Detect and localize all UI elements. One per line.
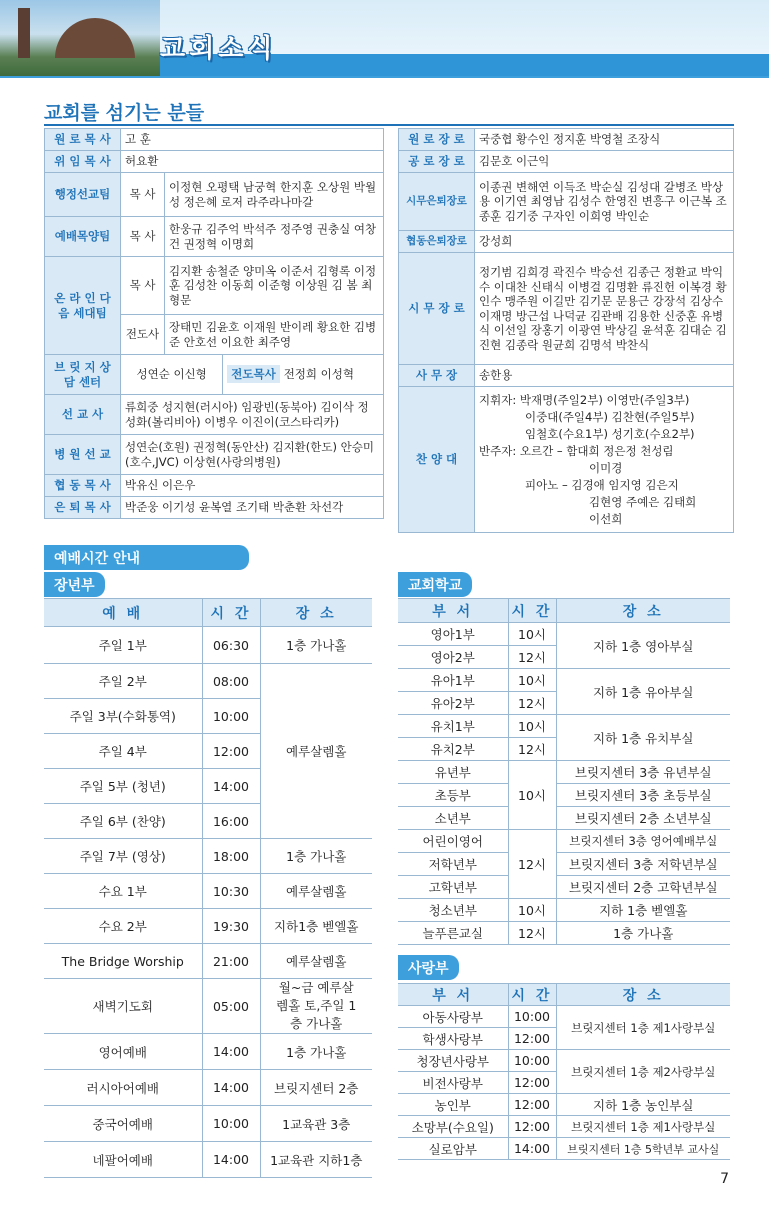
cell-time: 14:00 xyxy=(202,1142,260,1178)
cell-time: 12:00 xyxy=(508,1094,556,1116)
row-label: 온 라 인 다음 세대팀 xyxy=(45,257,121,355)
row-value: 허요환 xyxy=(121,151,384,173)
row-sub xyxy=(223,355,384,395)
cell-place: 브릿지센터 2층 xyxy=(260,1070,372,1106)
cell-time: 10:00 xyxy=(508,1006,556,1028)
sub-label: 전도목사 xyxy=(227,365,279,383)
choir-line: 반주자: 오르간 – 함대희 정은정 천성림 xyxy=(479,443,674,458)
cell-time: 18:00 xyxy=(202,839,260,874)
row-role: 목 사 xyxy=(121,173,165,217)
church-tower-image xyxy=(18,8,30,58)
sub-value: 전정희 이성혁 xyxy=(283,367,355,382)
choir-lines xyxy=(475,387,734,533)
col-header: 장 소 xyxy=(556,984,730,1006)
cell-name: 주일 2부 xyxy=(44,664,202,699)
row-value: 국중협 황수인 정지훈 박영철 조장식 xyxy=(475,129,734,151)
worship-section-label: 예배시간 안내 xyxy=(44,545,249,570)
cell-name: 네팔어예배 xyxy=(44,1142,202,1178)
row-value: 박준웅 이기성 윤복열 조기태 박춘환 차선각 xyxy=(121,497,384,519)
cell-time: 14:00 xyxy=(508,1138,556,1160)
row-value: 김지환 송철준 양미옥 이준서 김형록 이정훈 김성찬 이동희 이준형 이상원 김 봄 최형문 xyxy=(165,257,384,315)
row-value: 장태민 김윤호 이재원 반이레 황요한 김병준 안호선 이요한 최주영 xyxy=(165,315,384,355)
table-row xyxy=(44,664,372,699)
cell-dept: 영아2부 xyxy=(398,646,508,669)
cell-name: The Bridge Worship xyxy=(44,944,202,979)
cell-time: 16:00 xyxy=(202,804,260,839)
row-value: 류희중 성지현(러시아) 임광빈(동북아) 김이삭 정성화(볼리비아) 이병우 이진이(코스타리카) xyxy=(121,395,384,435)
row-label: 행정선교팀 xyxy=(45,173,121,217)
row-value: 정기범 김희경 곽진수 박승선 김종근 정환교 박익수 이대찬 신태식 이병걸 김명환 류진헌 이복경 황인수 맹주원 이길만 김기문 문용근 강장석 김상수 이재명 방근섭 나덕균 김관배 김용한 신중훈 유병식 이선일 장홍기 이광연 박상길 윤석훈 김대순 김진현 김종락 원균희 김명석 박찬식 xyxy=(475,253,734,365)
table-row xyxy=(44,944,372,979)
cell-place: 브릿지센터 3층 저학년부실 xyxy=(556,853,730,876)
col-header: 예 배 xyxy=(44,599,202,627)
row-value: 박유신 이은우 xyxy=(121,475,384,497)
cell-name: 수요 2부 xyxy=(44,909,202,944)
cell-place: 브릿지센터 2층 고학년부실 xyxy=(556,876,730,899)
choir-line: 이선희 xyxy=(589,511,623,526)
cell-time: 14:00 xyxy=(202,769,260,804)
cell-dept: 유아1부 xyxy=(398,669,508,692)
cell-name: 새벽기도회 xyxy=(44,979,202,1034)
col-header: 장 소 xyxy=(556,599,730,623)
table-row xyxy=(44,839,372,874)
cell-time: 10:00 xyxy=(202,1106,260,1142)
cell-dept: 청소년부 xyxy=(398,899,508,922)
cell-time: 06:30 xyxy=(202,627,260,664)
cell-dept: 비전사랑부 xyxy=(398,1072,508,1094)
cell-time: 19:30 xyxy=(202,909,260,944)
cell-place: 브릿지센터 1층 제2사랑부실 xyxy=(556,1050,730,1094)
cell-time: 12:00 xyxy=(508,1072,556,1094)
choir-line: 임철호(수요1부) 성기호(수요2부) xyxy=(525,426,695,441)
col-header: 시 간 xyxy=(202,599,260,627)
cell-dept: 소년부 xyxy=(398,807,508,830)
page-number: 7 xyxy=(720,1171,729,1187)
cell-place: 지하 1층 영아부실 xyxy=(556,623,730,669)
cell-name: 주일 4부 xyxy=(44,734,202,769)
cell-place: 브릿지센터 3층 초등부실 xyxy=(556,784,730,807)
cell-name: 주일 5부 (청년) xyxy=(44,769,202,804)
cell-place: 예루살렘홀 xyxy=(260,944,372,979)
page-title: 교회소식 xyxy=(160,34,277,64)
cell-place: 1층 가나홀 xyxy=(260,1034,372,1070)
cell-dept: 아동사랑부 xyxy=(398,1006,508,1028)
cell-place: 브릿지센터 2층 소년부실 xyxy=(556,807,730,830)
cell-name: 주일 7부 (영상) xyxy=(44,839,202,874)
choir-line: 이중대(주일4부) 김찬현(주일5부) xyxy=(525,409,695,424)
col-header: 시 간 xyxy=(508,599,556,623)
cell-time: 10시 xyxy=(508,899,556,922)
school-table xyxy=(398,598,730,945)
table-row xyxy=(44,1106,372,1142)
cell-place: 브릿지센터 1층 5학년부 교사실 xyxy=(556,1138,730,1160)
cell-time: 10시 xyxy=(508,669,556,692)
cell-name: 러시아어예배 xyxy=(44,1070,202,1106)
cell-time: 21:00 xyxy=(202,944,260,979)
row-label: 원 로 목 사 xyxy=(45,129,121,151)
cell-time: 12:00 xyxy=(508,1028,556,1050)
choir-line: 지휘자: 박재명(주일2부) 이영만(주일3부) xyxy=(479,392,690,407)
cell-place: 브릿지센터 1층 제1사랑부실 xyxy=(556,1006,730,1050)
cell-time: 10시 xyxy=(508,761,556,830)
section-divider xyxy=(44,124,734,126)
cell-dept: 소망부(수요일) xyxy=(398,1116,508,1138)
cell-time: 12시 xyxy=(508,738,556,761)
cell-dept: 유치1부 xyxy=(398,715,508,738)
choir-line: 김현영 주예은 김태희 xyxy=(589,494,697,509)
col-header: 부 서 xyxy=(398,984,508,1006)
cell-place: 지하 1층 벧엘홀 xyxy=(556,899,730,922)
adult-label: 장년부 xyxy=(44,572,105,597)
cell-time: 10:30 xyxy=(202,874,260,909)
cell-time: 08:00 xyxy=(202,664,260,699)
cell-place: 1층 가나홀 xyxy=(556,922,730,945)
cell-place: 1층 가나홀 xyxy=(260,627,372,664)
row-role: 전도사 xyxy=(121,315,165,355)
cell-time: 12시 xyxy=(508,646,556,669)
cell-name: 수요 1부 xyxy=(44,874,202,909)
cell-time: 12시 xyxy=(508,830,556,899)
cell-place: 1층 가나홀 xyxy=(260,839,372,874)
table-row xyxy=(44,627,372,664)
cell-dept: 실로암부 xyxy=(398,1138,508,1160)
cell-place: 브릿지센터 3층 영어예배부실 xyxy=(556,830,730,853)
row-label: 원 로 장 로 xyxy=(399,129,475,151)
table-row xyxy=(44,1034,372,1070)
col-header: 부 서 xyxy=(398,599,508,623)
col-header: 장 소 xyxy=(260,599,372,627)
cell-name: 주일 3부(수화통역) xyxy=(44,699,202,734)
cell-time: 05:00 xyxy=(202,979,260,1034)
cell-dept: 유아2부 xyxy=(398,692,508,715)
cell-dept: 고학년부 xyxy=(398,876,508,899)
section-title: 교회를 섬기는 분들 xyxy=(44,102,205,124)
cell-place: 지하 1층 유치부실 xyxy=(556,715,730,761)
cell-place: 지하1층 벧엘홀 xyxy=(260,909,372,944)
choir-line: 이미경 xyxy=(589,460,623,475)
cell-dept: 저학년부 xyxy=(398,853,508,876)
row-value: 한웅규 김주억 박석주 정주영 권충실 여창건 권정혁 이명희 xyxy=(165,217,384,257)
cell-dept: 초등부 xyxy=(398,784,508,807)
cell-place: 예루살렘홀 xyxy=(260,874,372,909)
worship-table xyxy=(44,598,372,1178)
row-value: 김문호 이근익 xyxy=(475,151,734,173)
table-row xyxy=(44,874,372,909)
cell-place: 예루살렘홀 xyxy=(260,664,372,839)
row-label: 공 로 장 로 xyxy=(399,151,475,173)
row-label: 찬 양 대 xyxy=(399,387,475,533)
row-value: 성연순 이신형 xyxy=(121,355,223,395)
row-value: 이종권 변해연 이득조 박순실 김성대 갈병조 박상용 이기연 최영남 김성수 한영진 변흥구 이근복 조종훈 김기중 구자인 이희영 박인순 xyxy=(475,173,734,231)
row-label: 협 동 목 사 xyxy=(45,475,121,497)
cell-dept: 학생사랑부 xyxy=(398,1028,508,1050)
cell-place: 1교육관 3층 xyxy=(260,1106,372,1142)
cell-time: 12시 xyxy=(508,692,556,715)
cell-time: 10:00 xyxy=(202,699,260,734)
row-label: 병 원 선 교 xyxy=(45,435,121,475)
row-label: 위 임 목 사 xyxy=(45,151,121,173)
cell-time: 14:00 xyxy=(202,1034,260,1070)
row-role: 목 사 xyxy=(121,257,165,315)
cell-time: 10:00 xyxy=(508,1050,556,1072)
row-value: 고 훈 xyxy=(121,129,384,151)
table-row xyxy=(44,1070,372,1106)
row-value: 송한용 xyxy=(475,365,734,387)
row-value: 강성희 xyxy=(475,231,734,253)
cell-time: 12:00 xyxy=(508,1116,556,1138)
cell-time: 10시 xyxy=(508,623,556,646)
choir-line: 피아노 – 김경애 임지영 김은지 xyxy=(525,477,679,492)
cell-place: 1교육관 지하1층 xyxy=(260,1142,372,1178)
cell-name: 주일 6부 (찬양) xyxy=(44,804,202,839)
row-label: 협동은퇴장로 xyxy=(399,231,475,253)
cell-time: 12:00 xyxy=(202,734,260,769)
table-row xyxy=(44,909,372,944)
cell-name: 영어예배 xyxy=(44,1034,202,1070)
row-label: 은 퇴 목 사 xyxy=(45,497,121,519)
cell-dept: 농인부 xyxy=(398,1094,508,1116)
cell-place: 지하 1층 유아부실 xyxy=(556,669,730,715)
cell-time: 10시 xyxy=(508,715,556,738)
row-label: 예배목양팀 xyxy=(45,217,121,257)
row-label: 시 무 장 로 xyxy=(399,253,475,365)
cell-dept: 늘푸른교실 xyxy=(398,922,508,945)
love-table xyxy=(398,983,730,1160)
row-label: 시무은퇴장로 xyxy=(399,173,475,231)
col-header: 시 간 xyxy=(508,984,556,1006)
table-row xyxy=(44,979,372,1034)
row-label: 사 무 장 xyxy=(399,365,475,387)
cell-place: 브릿지센터 1층 제1사랑부실 xyxy=(556,1116,730,1138)
staff-table-right xyxy=(398,128,734,533)
school-label: 교회학교 xyxy=(398,572,472,597)
row-label: 브 릿 지 상담 센터 xyxy=(45,355,121,395)
cell-dept: 영아1부 xyxy=(398,623,508,646)
row-role: 목 사 xyxy=(121,217,165,257)
cell-name: 주일 1부 xyxy=(44,627,202,664)
row-value: 성연순(호원) 권정혁(동안산) 김지환(한도) 안승미(호수,JVC) 이상현(사랑의병원) xyxy=(121,435,384,475)
cell-dept: 유년부 xyxy=(398,761,508,784)
love-label: 사랑부 xyxy=(398,955,459,980)
cell-time: 12시 xyxy=(508,922,556,945)
cell-dept: 어린이영어 xyxy=(398,830,508,853)
row-value: 이정현 오평택 남궁혁 한지훈 오상원 박월성 정은혜 로저 라주라나마갈 xyxy=(165,173,384,217)
table-row xyxy=(44,1142,372,1178)
cell-name: 중국어예배 xyxy=(44,1106,202,1142)
row-label: 선 교 사 xyxy=(45,395,121,435)
cell-time: 14:00 xyxy=(202,1070,260,1106)
cell-place: 월~금 예루살렘홀 토,주일 1층 가나홀 xyxy=(260,979,372,1034)
cell-place: 지하 1층 농인부실 xyxy=(556,1094,730,1116)
cell-dept: 유치2부 xyxy=(398,738,508,761)
cell-dept: 청장년사랑부 xyxy=(398,1050,508,1072)
cell-place: 브릿지센터 3층 유년부실 xyxy=(556,761,730,784)
staff-table-left xyxy=(44,128,384,519)
